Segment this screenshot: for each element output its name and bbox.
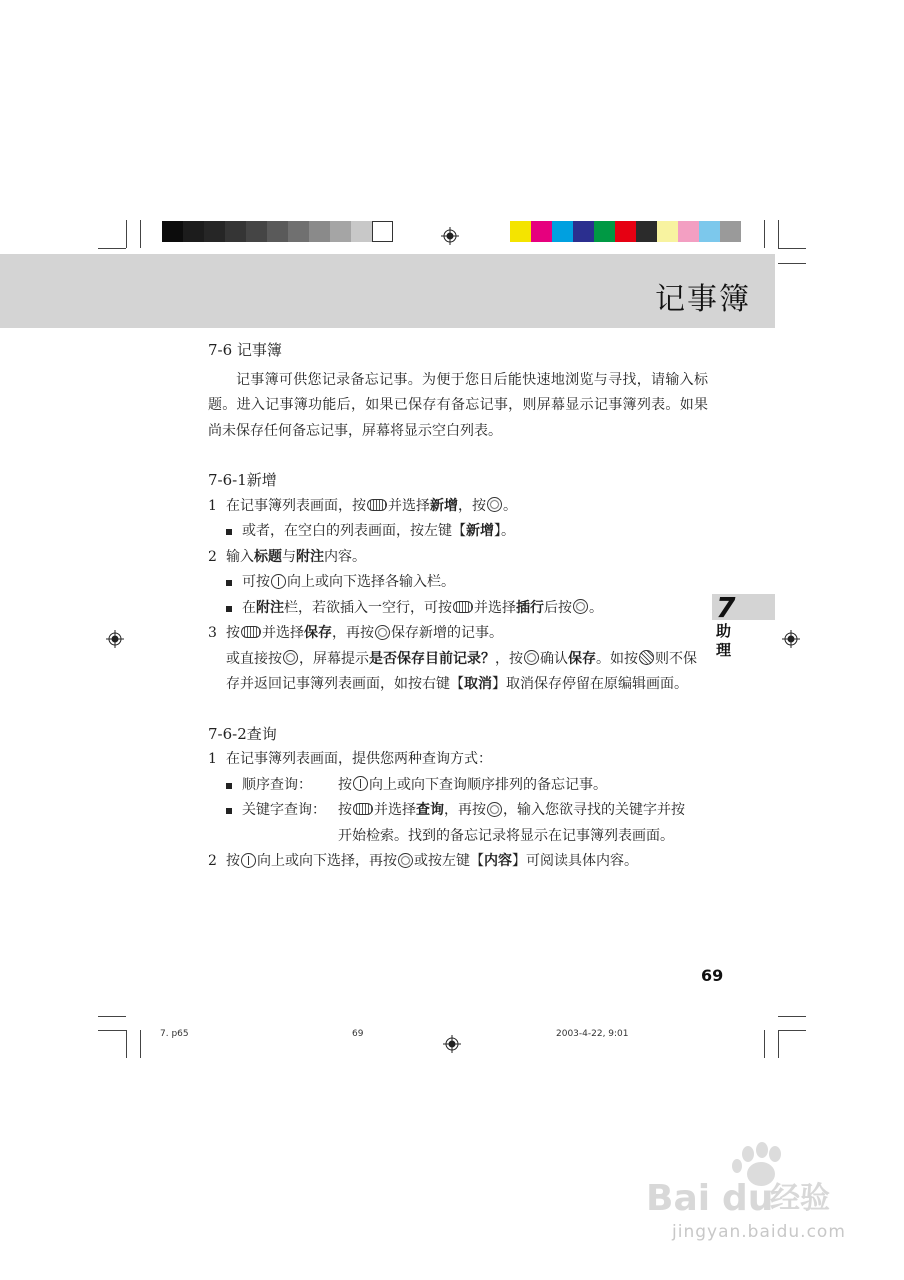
crop-mark	[98, 1030, 126, 1031]
subsection-heading-query: 7-6-2查询	[208, 724, 277, 743]
subsection-heading-add: 7-6-1新增	[208, 471, 277, 489]
crop-mark	[778, 1030, 779, 1058]
color-swatch	[204, 221, 225, 242]
crop-mark	[764, 220, 765, 248]
crop-mark	[778, 248, 806, 249]
color-swatch	[615, 221, 636, 242]
crop-mark	[98, 248, 126, 249]
color-swatch	[552, 221, 573, 242]
registration-mark-icon	[441, 227, 459, 245]
color-swatch	[573, 221, 594, 242]
query-option-label: 顺序查询：	[242, 776, 312, 793]
query-option-label: 关键字查询：	[242, 802, 326, 818]
color-swatch	[594, 221, 615, 242]
crop-mark	[140, 220, 141, 248]
ok-key-icon	[487, 497, 502, 512]
crop-mark	[764, 1030, 765, 1058]
color-swatch	[699, 221, 720, 242]
crop-mark	[778, 1030, 806, 1031]
color-swatch	[162, 221, 183, 242]
color-swatch	[225, 221, 246, 242]
query-option-keyword: 关键字查询： 按 并选择查询，再按 ，输入您欲寻找的关键字并按开始检索。找到的备忘记录将显示在记事簿列表画面。	[208, 798, 708, 849]
menu-key-icon	[241, 626, 261, 638]
ok-key-icon	[573, 599, 588, 614]
svg-text:经验: 经验	[770, 1181, 830, 1216]
bullet-item: 可按 向上或向下选择各输入栏。	[208, 570, 708, 596]
registration-mark-icon	[106, 630, 124, 648]
section-heading: 7-6 记事簿	[208, 341, 282, 359]
menu-key-icon	[367, 499, 387, 511]
step-1: 1 在记事簿列表画面，按 并选择新增，按 。	[208, 494, 708, 520]
query-step-2: 2 按 向上或向下选择，再按 或按左键【内容】可阅读具体内容。	[208, 849, 708, 875]
footer-page: 69	[352, 1029, 364, 1039]
nav-key-icon	[241, 853, 256, 868]
step-2: 2 输入标题与附注内容。	[208, 545, 708, 571]
query-step-1: 1 在记事簿列表画面，提供您两种查询方式：	[208, 747, 708, 773]
registration-mark-icon	[443, 1035, 461, 1053]
step-3-continuation: 或直接按 ，屏幕提示是否保存目前记录？，按 确认保存。如按 则不保存并返回记事簿列表画面，如按右键【取消】取消保存停留在原编辑画面。	[226, 650, 697, 692]
footer-date: 2003-4-22, 9:01	[556, 1029, 629, 1039]
step-number: 1	[208, 751, 217, 767]
color-swatch	[330, 221, 351, 242]
query-option-sequential: 顺序查询： 按 向上或向下查询顺序排列的备忘记事。	[208, 773, 708, 799]
bullet-item: 或者，在空白的列表画面，按左键【新增】。	[208, 519, 708, 545]
color-swatch	[183, 221, 204, 242]
crop-mark	[126, 220, 127, 248]
chapter-side-label: 助 理	[716, 622, 732, 659]
step-number: 1	[208, 497, 217, 514]
color-swatch	[531, 221, 552, 242]
color-swatch	[309, 221, 330, 242]
crop-mark	[778, 220, 779, 248]
svg-text:Bai: Bai	[646, 1178, 711, 1219]
crop-mark	[778, 1016, 806, 1017]
bullet-square-icon	[226, 529, 232, 535]
chapter-side-number: 7	[716, 591, 736, 624]
chapter-header-band	[0, 254, 775, 328]
section-intro: 记事簿可供您记录备忘记事。为便于您日后能快速地浏览与寻找，请输入标题。进入记事簿功能后，如果已保存有备忘记事，则屏幕显示记事簿列表。如果尚未保存任何备忘记事，屏幕将显示空白列表。	[208, 371, 708, 439]
page-number: 69	[701, 966, 724, 985]
end-key-icon	[639, 650, 654, 665]
ok-key-icon	[524, 650, 539, 665]
color-swatch	[372, 221, 393, 242]
bullet-square-icon	[226, 606, 232, 612]
color-bar	[510, 221, 741, 242]
bullet-square-icon	[226, 808, 232, 814]
bullet-item: 在附注栏，若欲插入一空行，可按 并选择插行后按 。	[208, 596, 708, 622]
watermark-url: jingyan.baidu.com	[672, 1222, 846, 1242]
color-swatch	[657, 221, 678, 242]
chapter-title: 记事簿	[655, 282, 751, 317]
color-swatch	[288, 221, 309, 242]
crop-mark	[778, 263, 806, 264]
menu-key-icon	[353, 803, 373, 815]
color-swatch	[246, 221, 267, 242]
crop-mark	[98, 1016, 126, 1017]
crop-mark	[140, 1030, 141, 1058]
grayscale-bar	[162, 221, 393, 242]
color-swatch	[678, 221, 699, 242]
step-number: 2	[208, 548, 217, 565]
nav-key-icon	[271, 574, 286, 589]
crop-mark	[126, 1030, 127, 1058]
ok-key-icon	[375, 625, 390, 640]
step-number: 3	[208, 625, 217, 641]
color-swatch	[636, 221, 657, 242]
bullet-square-icon	[226, 783, 232, 789]
color-swatch	[510, 221, 531, 242]
ok-key-icon	[398, 853, 413, 868]
page-content	[208, 338, 708, 875]
step-number: 2	[208, 853, 217, 869]
ok-key-icon	[487, 802, 502, 817]
color-swatch	[351, 221, 372, 242]
step-3: 3 按 并选择保存，再按 保存新增的记事。	[208, 621, 708, 647]
registration-mark-icon	[782, 630, 800, 648]
ok-key-icon	[283, 650, 298, 665]
bullet-square-icon	[226, 580, 232, 586]
menu-key-icon	[453, 601, 473, 613]
footer-file: 7. p65	[160, 1029, 189, 1039]
svg-text:du: du	[722, 1178, 774, 1219]
nav-key-icon	[353, 776, 368, 791]
color-swatch	[720, 221, 741, 242]
color-swatch	[267, 221, 288, 242]
